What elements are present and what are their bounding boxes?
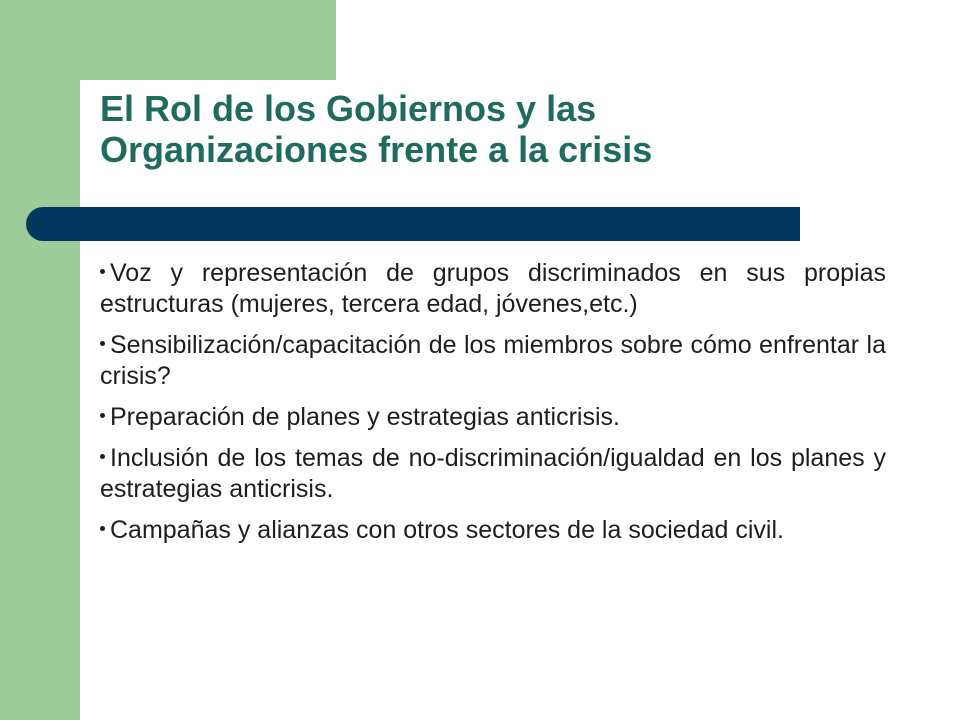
bullet-dot-icon	[100, 526, 105, 531]
bullet-dot-icon	[100, 413, 105, 418]
bullet-text: Inclusión de los temas de no-discriminación/igualdad en los planes y estrategias anticrisis.	[100, 444, 886, 503]
title-divider-bar	[26, 207, 800, 241]
bullet-item	[100, 258, 886, 320]
slide-title	[100, 88, 920, 170]
bullet-text: Sensibilización/capacitación de los miembros sobre cómo enfrentar la crisis?	[100, 331, 886, 390]
top-green-block	[80, 0, 336, 80]
bullet-dot-icon	[100, 341, 105, 346]
bullet-dot-icon	[100, 454, 105, 459]
bullet-text: Voz y representación de grupos discriminados en sus propias estructuras (mujeres, tercera edad, jóvenes,etc.)	[100, 259, 886, 318]
bullet-item	[100, 515, 886, 546]
slide-title-line-1: El Rol de los Gobiernos y las	[100, 88, 597, 129]
bullet-item	[100, 443, 886, 505]
bullet-dot-icon	[100, 269, 105, 274]
slide-title-line-2: Organizaciones frente a la crisis	[100, 129, 653, 170]
left-green-band	[0, 0, 80, 720]
bullet-text: Preparación de planes y estrategias anticrisis.	[110, 403, 620, 431]
bullet-list	[100, 258, 886, 556]
bullet-text: Campañas y alianzas con otros sectores de la sociedad civil.	[110, 516, 784, 544]
bullet-item	[100, 402, 886, 433]
bullet-item	[100, 330, 886, 392]
